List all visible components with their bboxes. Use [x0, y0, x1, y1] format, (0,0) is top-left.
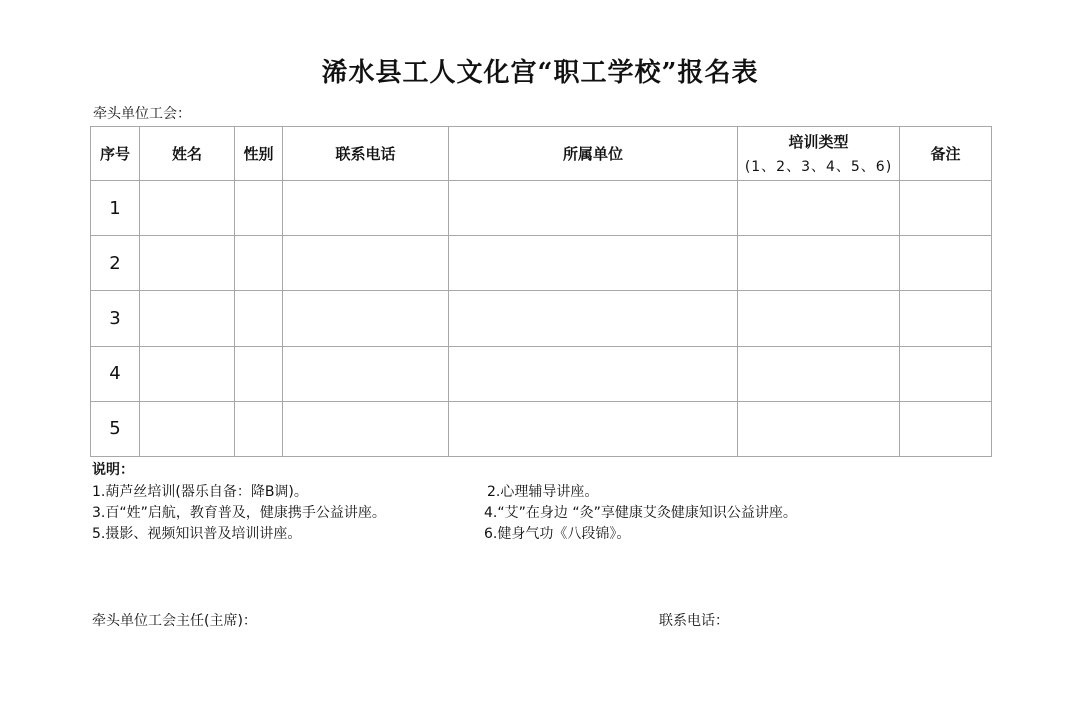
table-row — [91, 346, 992, 401]
unit-cell[interactable] — [449, 181, 738, 236]
remarks-cell[interactable] — [900, 401, 992, 456]
gender-cell[interactable] — [235, 401, 283, 456]
header-unit: 所属单位 — [449, 127, 738, 181]
header-gender: 性别 — [235, 127, 283, 181]
remarks-cell[interactable] — [900, 181, 992, 236]
table-row — [91, 291, 992, 346]
notes-title: 说明： — [92, 462, 134, 478]
lead-union-label: 牵头单位工会： — [93, 106, 191, 122]
header-training-type-options: (1、2、3、4、5、6) — [744, 159, 893, 175]
table-row — [91, 181, 992, 236]
phone-cell[interactable] — [283, 291, 449, 346]
remarks-cell[interactable] — [900, 236, 992, 291]
note-item: 5.摄影、视频知识普及培训讲座。 — [92, 526, 302, 542]
header-phone: 联系电话 — [283, 127, 449, 181]
training-type-cell[interactable] — [738, 291, 900, 346]
gender-cell[interactable] — [235, 291, 283, 346]
name-cell[interactable] — [140, 346, 235, 401]
header-seq: 序号 — [91, 127, 140, 181]
row-index: 5 — [91, 401, 140, 456]
name-cell[interactable] — [140, 181, 235, 236]
note-item: 4.“艾”在身边 “灸”享健康艾灸健康知识公益讲座。 — [484, 505, 797, 521]
remarks-cell[interactable] — [900, 291, 992, 346]
chair-signature-label: 牵头单位工会主任(主席)： — [92, 613, 257, 629]
phone-cell[interactable] — [283, 181, 449, 236]
unit-cell[interactable] — [449, 291, 738, 346]
table-header-row — [91, 127, 992, 181]
row-index: 3 — [91, 291, 140, 346]
form-title: 浠水县工人文化宫“职工学校”报名表 — [321, 58, 759, 88]
phone-cell[interactable] — [283, 346, 449, 401]
phone-cell[interactable] — [283, 236, 449, 291]
contact-phone-label: 联系电话： — [659, 613, 729, 629]
training-type-cell[interactable] — [738, 346, 900, 401]
name-cell[interactable] — [140, 236, 235, 291]
registration-table — [90, 126, 992, 457]
training-type-cell[interactable] — [738, 401, 900, 456]
gender-cell[interactable] — [235, 346, 283, 401]
unit-cell[interactable] — [449, 401, 738, 456]
note-item: 3.百“姓”启航，教育普及，健康携手公益讲座。 — [92, 505, 386, 521]
training-type-cell[interactable] — [738, 181, 900, 236]
gender-cell[interactable] — [235, 181, 283, 236]
unit-cell[interactable] — [449, 346, 738, 401]
row-index: 2 — [91, 236, 140, 291]
name-cell[interactable] — [140, 401, 235, 456]
table-row — [91, 401, 992, 456]
table-row — [91, 236, 992, 291]
training-type-cell[interactable] — [738, 236, 900, 291]
header-training-type — [738, 127, 900, 181]
note-item: 2.心理辅导讲座。 — [487, 484, 599, 500]
row-index: 1 — [91, 181, 140, 236]
note-item: 6.健身气功《八段锦》。 — [484, 526, 631, 542]
header-training-type-label: 培训类型 — [788, 133, 849, 151]
gender-cell[interactable] — [235, 236, 283, 291]
note-item: 1.葫芦丝培训(器乐自备：降B调)。 — [92, 484, 308, 500]
row-index: 4 — [91, 346, 140, 401]
header-remarks: 备注 — [900, 127, 992, 181]
header-name: 姓名 — [140, 127, 235, 181]
remarks-cell[interactable] — [900, 346, 992, 401]
name-cell[interactable] — [140, 291, 235, 346]
phone-cell[interactable] — [283, 401, 449, 456]
unit-cell[interactable] — [449, 236, 738, 291]
